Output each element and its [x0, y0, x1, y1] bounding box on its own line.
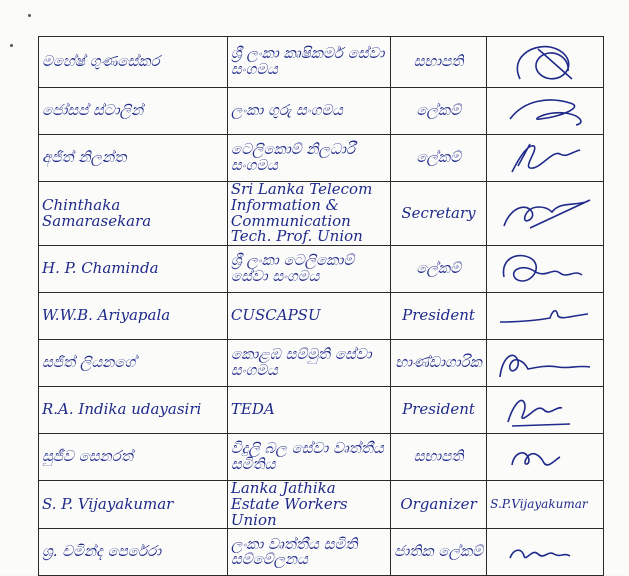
- member-position: Organizer: [390, 481, 486, 529]
- member-name: ජෝසප් ස්ටාලින්: [39, 88, 228, 135]
- handwritten-signature: [490, 136, 595, 180]
- member-position: ලේකම්: [390, 88, 486, 135]
- member-name: H. P. Chaminda: [39, 246, 228, 293]
- signature-cell: [487, 246, 604, 293]
- member-position: භාණ්ඩාගාරික: [390, 340, 486, 387]
- signature-cell: [487, 88, 604, 135]
- union-name: TEDA: [227, 387, 390, 434]
- member-name: R.A. Indika udayasiri: [39, 387, 228, 434]
- member-position: Secretary: [390, 182, 486, 246]
- union-name: Sri Lanka Telecom Information & Communication Tech. Prof. Union: [227, 182, 390, 246]
- member-position: President: [390, 387, 486, 434]
- union-name: විදුලි බල සේවා වෘත්තීය සමිතිය: [227, 434, 390, 481]
- member-name: සජිත් ලියනගේ: [39, 340, 228, 387]
- signature-cell: [487, 182, 604, 246]
- member-name: W.W.B. Ariyapala: [39, 293, 228, 340]
- member-name: සුජීව සෙනරත්: [39, 434, 228, 481]
- scan-speck: [28, 14, 31, 17]
- signature-table: [38, 36, 604, 576]
- member-position: සභාපති: [390, 434, 486, 481]
- signature-cell: [487, 293, 604, 340]
- signature-cell: [487, 481, 604, 529]
- union-name: ටෙලිකොම් නිලධාරී සංගමය: [227, 135, 390, 182]
- table-row: [39, 387, 604, 434]
- member-position: ජාතික ලේකම්: [390, 529, 486, 576]
- handwritten-signature: [490, 341, 595, 385]
- member-name: Chinthaka Samarasekara: [39, 182, 228, 246]
- table-row: [39, 529, 604, 576]
- handwritten-signature: [490, 388, 595, 432]
- handwritten-signature: [490, 530, 595, 574]
- union-name: ශ්‍රී ලංකා ටෙලිකොම් සේවා සංගමය: [227, 246, 390, 293]
- member-position: සභාපති: [390, 37, 486, 88]
- handwritten-signature: [490, 192, 595, 236]
- handwritten-signature: [490, 89, 595, 133]
- union-name: ශ්‍රී ලංකා කෘෂිකර්ම සේවා සංගමය: [227, 37, 390, 88]
- handwritten-signature: [490, 294, 595, 338]
- signature-cell: [487, 434, 604, 481]
- signature-cell: [487, 37, 604, 88]
- signature-handwritten-text: S.P.Vijayakumar: [490, 497, 588, 512]
- handwritten-signature: [490, 39, 595, 85]
- scan-speck: [10, 44, 13, 47]
- handwritten-signature: [490, 435, 595, 479]
- table-row: [39, 340, 604, 387]
- member-name: අජිත් නිලන්ත: [39, 135, 228, 182]
- table-row: [39, 37, 604, 88]
- signature-cell: [487, 529, 604, 576]
- signature-cell: [487, 135, 604, 182]
- union-name: ලංකා වෘත්තීය සමිති සම්මේලනය: [227, 529, 390, 576]
- union-name: Lanka Jathika Estate Workers Union: [227, 481, 390, 529]
- member-name: මහේෂ් ගුණසේකර: [39, 37, 228, 88]
- table-row: [39, 481, 604, 529]
- union-name: ලංකා ගුරු සංගමය: [227, 88, 390, 135]
- member-name: ශ්‍ර. චමින්ද පෙරේරා: [39, 529, 228, 576]
- table-row: [39, 135, 604, 182]
- union-name: කොළඹ සම්මුති සේවා සංගමය: [227, 340, 390, 387]
- signature-cell: [487, 340, 604, 387]
- member-position: ලේකම්: [390, 246, 486, 293]
- member-name: S. P. Vijayakumar: [39, 481, 228, 529]
- member-position: President: [390, 293, 486, 340]
- handwritten-signature: [490, 247, 595, 291]
- signature-cell: [487, 387, 604, 434]
- table-row: [39, 434, 604, 481]
- table-row: [39, 182, 604, 246]
- table-row: [39, 88, 604, 135]
- table-row: [39, 246, 604, 293]
- member-position: ලේකම්: [390, 135, 486, 182]
- table-row: [39, 293, 604, 340]
- union-name: CUSCAPSU: [227, 293, 390, 340]
